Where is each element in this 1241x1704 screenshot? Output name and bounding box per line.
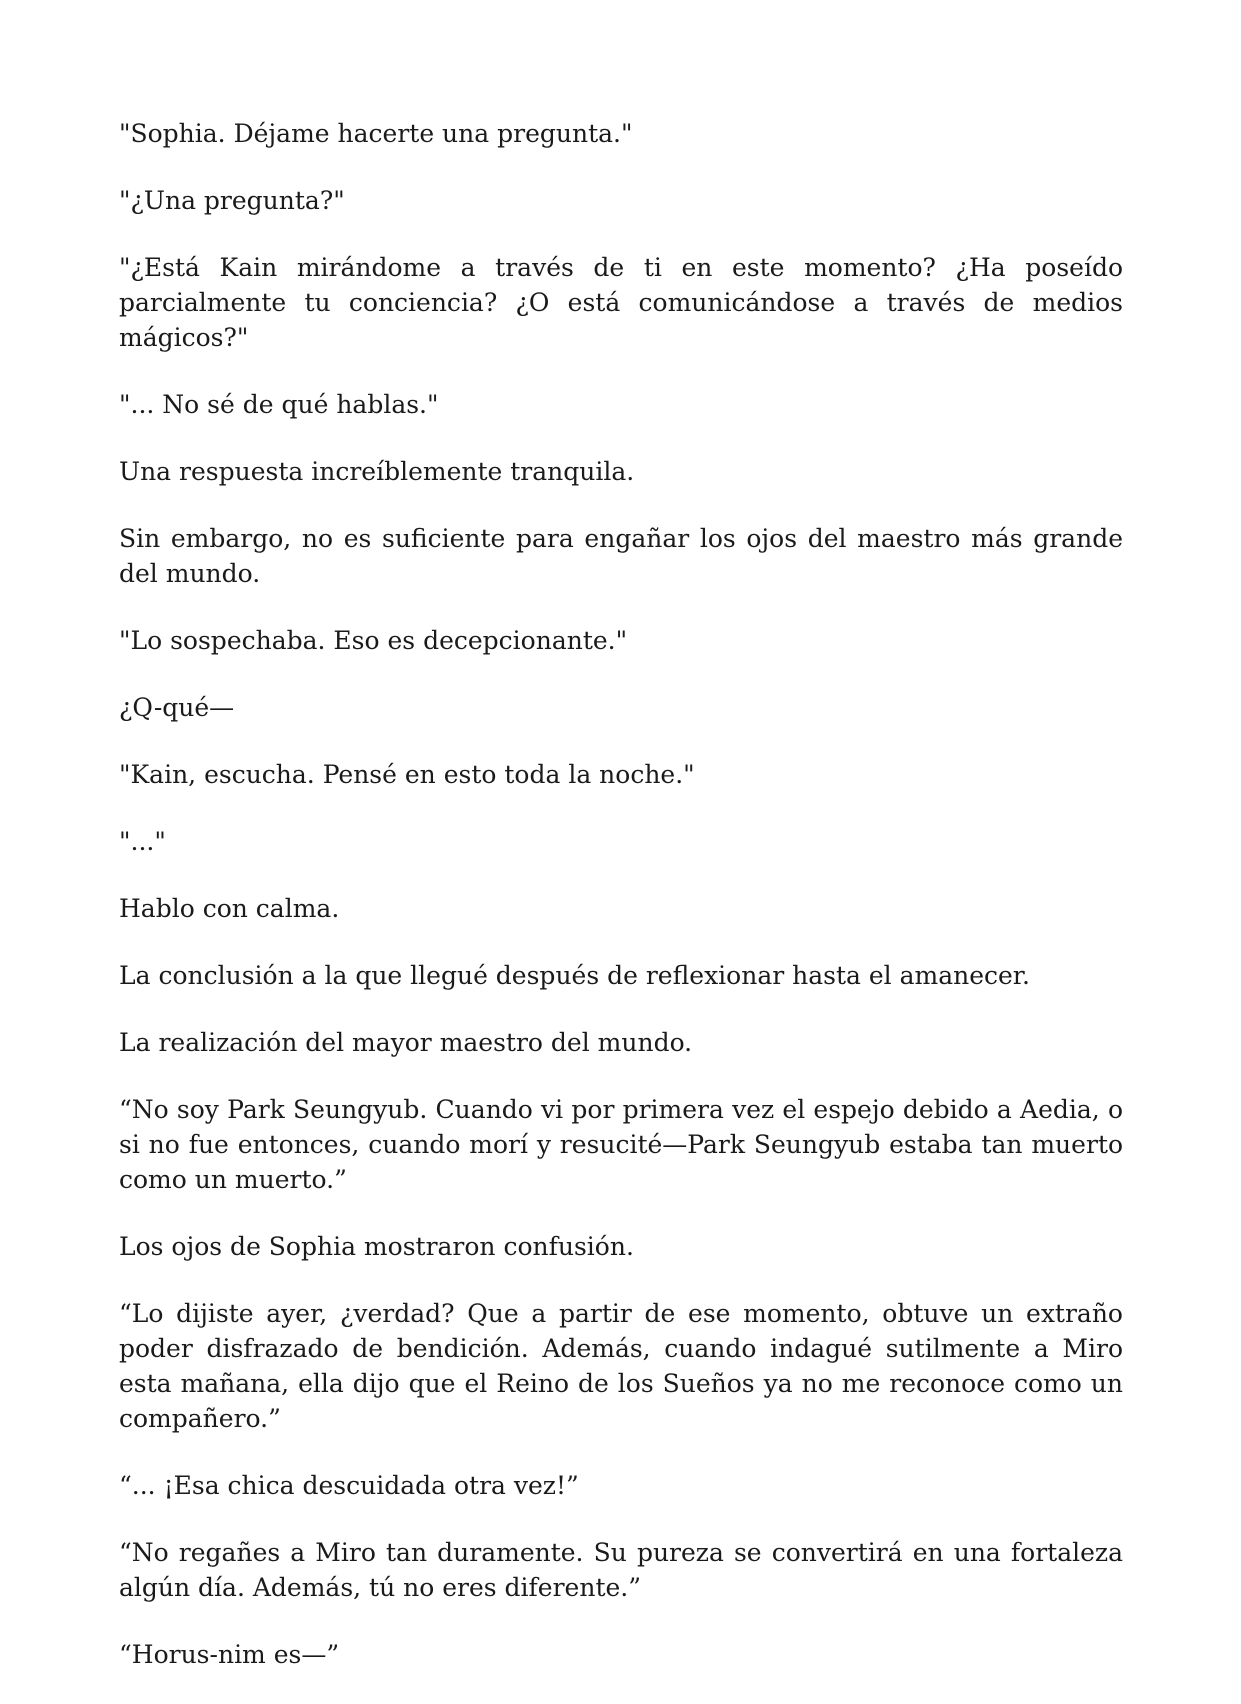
paragraph: “... ¡Esa chica descuidada otra vez!”	[119, 1471, 579, 1500]
paragraph: Los ojos de Sophia mostraron confusión.	[119, 1232, 634, 1261]
paragraph: "¿Está Kain mirándome a través de ti en este momento? ¿Ha poseído parcialmente tu conciencia? ¿O está comunicándose a través de medios mágicos?"	[119, 253, 1123, 352]
paragraph: “No soy Park Seungyub. Cuando vi por primera vez el espejo debido a Aedia, o si no fue entonces, cuando morí y resucité—Park Seungyub estaba tan muerto como un muerto.”	[119, 1095, 1123, 1194]
document-body	[119, 116, 1123, 1704]
paragraph: Hablo con calma.	[119, 894, 340, 923]
paragraph: "Kain, escucha. Pensé en esto toda la noche."	[119, 760, 695, 789]
paragraph: La conclusión a la que llegué después de reflexionar hasta el amanecer.	[119, 961, 1030, 990]
paragraph: Una respuesta increíblemente tranquila.	[119, 457, 635, 486]
paragraph: “No regañes a Miro tan duramente. Su pureza se convertirá en una fortaleza algún día. Además, tú no eres diferente.”	[119, 1538, 1123, 1602]
paragraph: La realización del mayor maestro del mundo.	[119, 1028, 693, 1057]
paragraph: "Sophia. Déjame hacerte una pregunta."	[119, 119, 633, 148]
paragraph: "¿Una pregunta?"	[119, 186, 345, 215]
paragraph: "Lo sospechaba. Eso es decepcionante."	[119, 626, 628, 655]
paragraph: “Lo dijiste ayer, ¿verdad? Que a partir de ese momento, obtuve un extraño poder disfrazado de bendición. Además, cuando indagué sutilmente a Miro esta mañana, ella dijo que el Reino de los Sueños ya no me reconoce como un compañero.”	[119, 1299, 1123, 1433]
paragraph: “Horus-nim es—”	[119, 1640, 340, 1669]
paragraph: ¿Q-qué—	[119, 693, 235, 722]
paragraph: Sin embargo, no es suficiente para engañar los ojos del maestro más grande del mundo.	[119, 524, 1123, 588]
paragraph: "... No sé de qué hablas."	[119, 390, 439, 419]
paragraph: "..."	[119, 827, 166, 856]
